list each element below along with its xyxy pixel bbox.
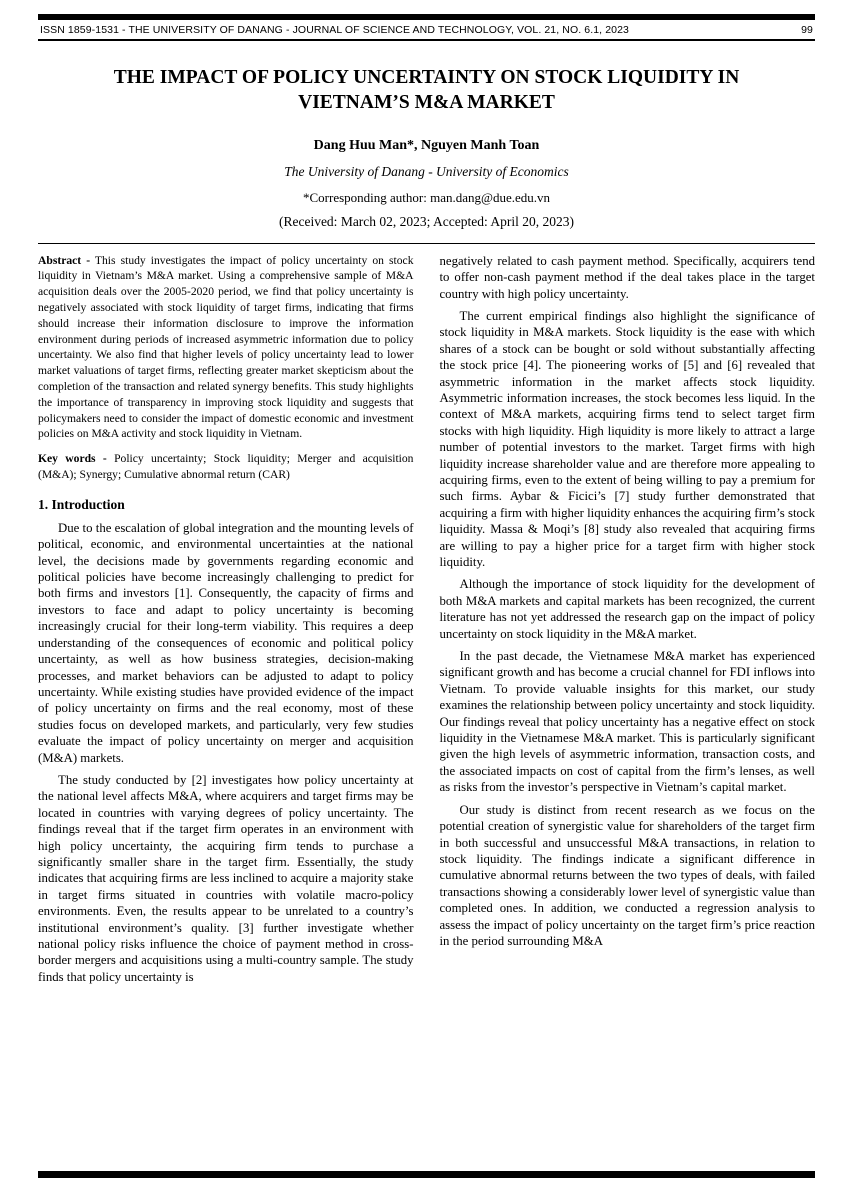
intro-paragraph-2: The study conducted by [2] investigates how policy uncertainty at the national level affects M&A, where acquirers and target firms may be located in countries with varying degrees of policy uncertainty. The findings reveal that if the target firm operates in an environment with high policy uncertainty, the acquiring firm tends to purchase a significantly smaller share in the target firm. Essentially, the study indicates that acquiring firms are less inclined to acquire a majority stake in target firms situated in countries with volatile macro-policy environments. Even, the results appear to be unrelated to a country’s institutional environment’s quality. [3] further investigate whether national policy risks influence the choice of payment method in cross-border mergers and acquisitions using a multi-country sample. The study finds that policy uncertainty is <box>38 772 414 984</box>
corresponding-author-line: *Corresponding author: man.dang@due.edu.vn <box>302 189 550 205</box>
paper-title: THE IMPACT OF POLICY UNCERTAINTY ON STOCK LIQUIDITY IN VIETNAM’S M&A MARKET <box>113 67 740 114</box>
abstract <box>38 253 414 443</box>
affiliation-line: The University of Danang - University of Economics <box>284 163 569 179</box>
keywords-label: Key words - <box>38 452 107 466</box>
right-column <box>440 253 816 1171</box>
authors-line: Dang Huu Man*, Nguyen Manh Toan <box>313 137 540 153</box>
received-accepted-line: (Received: March 02, 2023; Accepted: April 20, 2023) <box>278 213 575 229</box>
header-divider <box>38 243 815 244</box>
left-column <box>38 253 414 1171</box>
body-paragraph-5: Our study is distinct from recent research as we focus on the potential creation of synergistic value for shareholders of the target firm in both successful and unsuccessful M&A transactions, in relation to stock liquidity. The findings indicate a significant difference in cumulative abnormal returns between the two types of deals, with failed transactions showing a considerably lower level of synergistic value than completed ones. In addition, we conducted a regression analysis to assess the impact of policy uncertainty on the target firm’s price reaction in the period surrounding M&A <box>439 802 815 948</box>
intro-paragraph-1: Due to the escalation of global integration and the mounting levels of political, economic, and environmental uncertainties at the national level, the decisions made by governments regarding economic and political policies have become increasingly challenging to predict for both firms and investors [1]. Consequently, the capacity of firms and investors to face and adapt to policy uncertainty is becoming increasingly crucial for their long-term viability. This requires a deep understanding of the consequences of economic and political policy uncertainty, as well as how business strategies, decision-making processes, and market behaviors can be adjusted to adapt to policy uncertainty. While existing studies have provided evidence of the impact of policy uncertainty on firms and the real economy, most of these studies focus on developed markets, and particularly, very few studies evaluate the impact of policy uncertainty on merger and acquisition (M&A) markets. <box>38 520 414 765</box>
journal-issn-line: ISSN 1859-1531 - THE UNIVERSITY OF DANANG - JOURNAL OF SCIENCE AND TECHNOLOGY, VOL. 21, NO. 6.1, 2023 <box>40 24 629 36</box>
abstract-label: Abstract - <box>38 253 91 267</box>
two-column-body <box>38 253 815 1171</box>
body-paragraph-4: In the past decade, the Vietnamese M&A market has experienced significant growth and has become a crucial channel for FDI inflows into Vietnam. To provide valuable insights for this market, our study examines the relationship between policy uncertainty and stock liquidity. Our findings reveal that policy uncertainty has a negative effect on stock liquidity in the Vietnamese M&A market. This is particularly significant given the high levels of asymmetric information, transaction costs, and the associated impacts on cost of capital from the firm’s lenses, as well as risks from the investor’s perspective in Vietnam’s capital market. <box>439 649 815 795</box>
page-number: 99 <box>801 24 813 36</box>
keywords <box>38 451 414 483</box>
body-paragraph-2: The current empirical findings also highlight the significance of stock liquidity in M&A markets. Stock liquidity is the ease with which shares of a stock can be bought or sold without substantially affecting the stock price [4]. The pioneering works of [5] and [6] revealed that asymmetric information in the market affects stock liquidity. Asymmetric information increases, the stock becomes less liquid. In the context of M&A markets, acquiring firms tend to select target firm stocks with high liquidity. High liquidity is more likely to attract a large number of potential investors to the market. Target firms with high liquidity increase shareholder value and are therefore more appealing to acquiring firms, even to the extent of being willing to pay a premium for such firms. Aybar & Ficici’s [7] study further demonstrated that acquiring a firm with higher liquidity enhances the acquiring firm’s stock liquidity. Massa & Moqi’s [8] study also revealed that acquiring firms are willing to pay a higher price for a target firm with higher stock liquidity. <box>439 308 815 569</box>
body-paragraph-3: Although the importance of stock liquidity for the development of both M&A markets and capital markets has been recognized, the current literature has not yet addressed the research gap on the impact of policy uncertainty on stock liquidity in the M&A market. <box>439 577 815 641</box>
journal-header <box>38 20 815 41</box>
bottom-rule <box>38 1171 815 1178</box>
abstract-text: This study investigates the impact of policy uncertainty on stock liquidity in Vietnam’s M&A market. Using a comprehensive sample of M&A acquisition deals over the 2005-2020 period, we find that policy uncertainty is negatively associated with stock liquidity of target firms, indicating that firms should increase their information disclosure to improve the information environment during periods of increased asymmetric information due to policy uncertainty. We also find that higher levels of policy uncertainty lead to lower market valuations of target firms, reflecting greater market skepticism about the completion of the transaction and related synergy benefits. This study highlights the importance of transparency in improving stock liquidity and suggests that policymakers need to consider the impact of domestic economic and investment policies on M&A activity and stock liquidity in Vietnam. <box>38 253 414 441</box>
body-paragraph-1: negatively related to cash payment method. Specifically, acquirers tend to offer non-cash payment method if the deal takes place in the target country with high policy uncertainty. <box>439 253 815 301</box>
section-heading-introduction: 1. Introduction <box>38 496 125 512</box>
keywords-text: Policy uncertainty; Stock liquidity; Merger and acquisition (M&A); Synergy; Cumulative abnormal return (CAR) <box>38 452 414 482</box>
